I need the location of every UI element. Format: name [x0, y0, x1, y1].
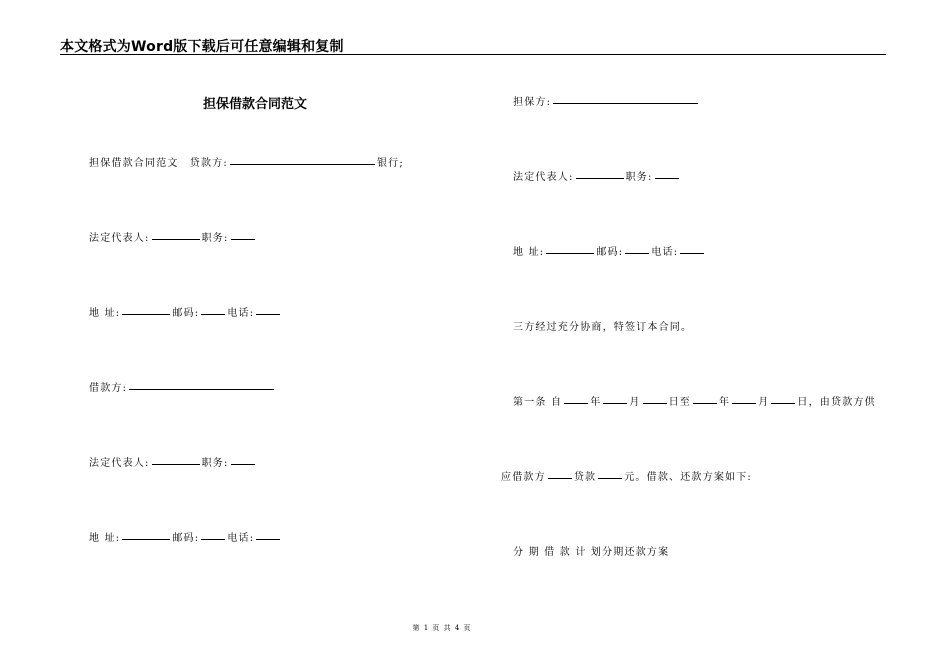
- blank-field: [564, 402, 588, 404]
- position-label: 职务:: [625, 172, 653, 183]
- borrower-rep-line: [89, 454, 257, 469]
- day-to-label: 日至: [668, 397, 691, 408]
- address-label: 地 址:: [513, 247, 545, 258]
- blank-field: [201, 538, 225, 540]
- blank-field: [771, 402, 795, 404]
- clause1-start: 第一条 自: [513, 397, 563, 408]
- blank-field: [598, 477, 622, 479]
- legal-rep-label: 法定代表人:: [89, 458, 150, 469]
- borrower-label: 借款方:: [89, 383, 128, 394]
- agreement-line: 三方经过充分协商，特签订本合同。: [513, 322, 693, 333]
- blank-field: [256, 313, 280, 315]
- page-header: [60, 36, 886, 55]
- blank-field: [576, 177, 624, 179]
- clause1-end: 日，由贷款方供: [797, 397, 876, 408]
- legal-rep-label: 法定代表人:: [513, 172, 574, 183]
- blank-field: [732, 402, 756, 404]
- borrower-address-line: [89, 529, 282, 544]
- month-label: 月: [629, 397, 641, 408]
- position-label: 职务:: [201, 458, 229, 469]
- lender-address-line: [89, 304, 282, 319]
- blank-field: [231, 463, 255, 465]
- phone-label: 电话:: [227, 308, 255, 319]
- intro-text: 担保借款合同范文 贷款方:: [89, 158, 228, 169]
- page-number: 第 1 页 共 4 页: [412, 624, 472, 632]
- month-label: 月: [758, 397, 770, 408]
- guarantor-rep-line: [513, 168, 681, 183]
- blank-field: [152, 463, 200, 465]
- blank-field: [693, 402, 717, 404]
- guarantor-address-line: [513, 243, 706, 258]
- blank-field: [655, 177, 679, 179]
- address-label: 地 址:: [89, 533, 121, 544]
- blank-field: [546, 252, 594, 254]
- address-label: 地 址:: [89, 308, 121, 319]
- phone-label: 电话:: [227, 533, 255, 544]
- blank-field: [122, 313, 170, 315]
- blank-field: [553, 102, 698, 104]
- lender-suffix: 银行;: [376, 158, 404, 169]
- blank-field: [201, 313, 225, 315]
- document-title: 担保借款合同范文: [203, 97, 308, 112]
- clause1-cont-start: 应借款方: [501, 472, 546, 483]
- blank-field: [230, 163, 375, 165]
- guarantor-label: 担保方:: [513, 97, 552, 108]
- blank-field: [680, 252, 704, 254]
- header-text: 本文格式为Word版下载后可任意编辑和复制: [60, 39, 344, 55]
- clause1-continuation: [501, 468, 752, 483]
- legal-rep-label: 法定代表人:: [89, 233, 150, 244]
- position-label: 职务:: [201, 233, 229, 244]
- repayment-plan-line: 分 期 借 款 计 划分期还款方案: [513, 547, 670, 558]
- postcode-label: 邮码:: [172, 308, 200, 319]
- lender-rep-line: [89, 229, 257, 244]
- lender-line: [89, 154, 404, 169]
- blank-field: [625, 252, 649, 254]
- postcode-label: 邮码:: [172, 533, 200, 544]
- blank-field: [129, 388, 274, 390]
- blank-field: [603, 402, 627, 404]
- blank-field: [256, 538, 280, 540]
- borrower-line: [89, 379, 276, 394]
- blank-field: [152, 238, 200, 240]
- blank-field: [548, 477, 572, 479]
- postcode-label: 邮码:: [596, 247, 624, 258]
- blank-field: [231, 238, 255, 240]
- year-label: 年: [590, 397, 602, 408]
- year-label: 年: [719, 397, 731, 408]
- blank-field: [122, 538, 170, 540]
- blank-field: [643, 402, 667, 404]
- phone-label: 电话:: [651, 247, 679, 258]
- guarantor-line: [513, 93, 700, 108]
- clause1-line: [513, 393, 876, 408]
- clause1-cont-end: 元。借款、还款方案如下:: [624, 472, 752, 483]
- loan-label: 贷款: [573, 472, 597, 483]
